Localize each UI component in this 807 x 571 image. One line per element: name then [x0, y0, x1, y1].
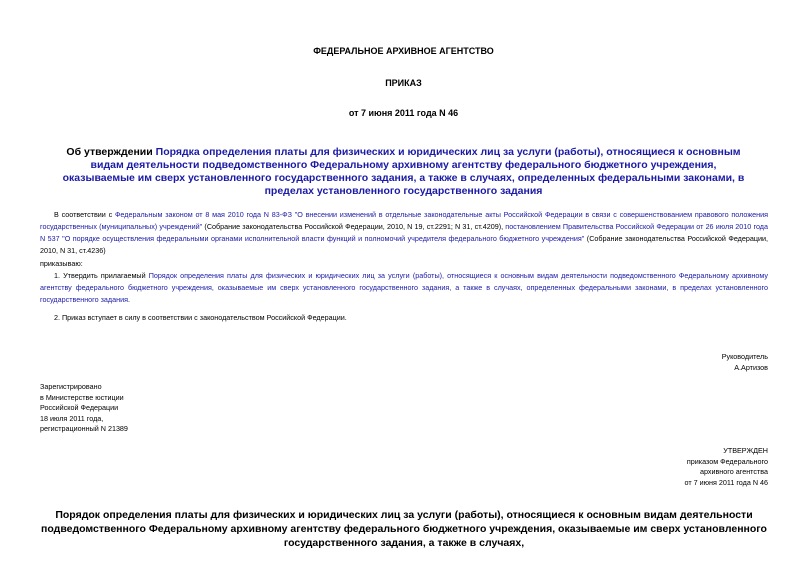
approval-line-4: от 7 июня 2011 года N 46	[684, 477, 768, 487]
document-date: от 7 июня 2011 года N 46	[348, 108, 459, 118]
approval-line-2: приказом Федерального	[686, 456, 768, 466]
title-link[interactable]: Порядка определения платы для физических и юридических лиц за услуги (работы), относящиеся к основным видам деятельности подведомственного Федеральному архивному агентству федерального бюджетного учреждения, оказываемые им сверх установленного государственного задания, а также в случаях, определенных федеральными законами, в пределах установленного государственного задания	[62, 146, 745, 197]
approval-stamp	[560, 446, 768, 488]
preamble-paragraph	[40, 209, 768, 257]
approval-line-1: УТВЕРЖДЕН	[723, 446, 768, 455]
registration-line-1: Зарегистрировано	[40, 382, 102, 391]
registration-line-4: 18 июля 2011 года,	[40, 413, 104, 423]
signature-name: А.Артизов	[734, 362, 768, 372]
document-type: ПРИКАЗ	[385, 78, 422, 88]
signature-position: Руководитель	[721, 352, 768, 361]
registration-block	[40, 382, 240, 435]
approval-line-3: архивного агентства	[699, 467, 768, 476]
title-prefix: Об утверждении	[66, 146, 156, 158]
annex-title: Порядок определения платы для физических и юридических лиц за услуги (работы), относящиеся к основным видам деятельности подведомственного Федеральному архивному агентству федерального бюджетного учреждения, оказываемые им сверх установленного государственного задания, а также в случаях,	[41, 509, 767, 549]
item-1-prefix: 1. Утвердить прилагаемый	[54, 271, 149, 280]
signature-block	[560, 352, 768, 373]
federal-law-link[interactable]: Федеральным законом от 8 мая 2010 года N 83-ФЗ "О внесении изменений в отдельные законодательные акты Российской Федерации в связи с совершенствованием правового положения государственных (муниципальных) учреждений"	[40, 210, 769, 231]
document-title	[55, 146, 752, 198]
preamble-text-1: В соответствии с	[54, 210, 115, 219]
preamble-text-2: (Собрание законодательства Российской Федерации, 2010, N 19, ст.2291; N 31, ст.4209),	[202, 222, 506, 231]
procedure-link[interactable]: Порядок определения платы для физических и юридических лиц за услуги (работы), относящиеся к основным видам деятельности подведомственного Федеральному архивному агентству федерального бюджетного учреждения, оказываемые им сверх установленного государственного задания, а также в случаях, определенных федеральными законами, в пределах установленного государственного задания	[40, 271, 768, 304]
preamble-text-3: (Собрание законодательства Российской Федерации, 2010, N 31, ст.4236)	[40, 234, 768, 255]
item-2-paragraph: 2. Приказ вступает в силу в соответствии с законодательством Российской Федерации.	[54, 313, 347, 322]
registration-line-3: Российской Федерации	[40, 403, 119, 412]
registration-line-5: регистрационный N 21389	[40, 424, 128, 433]
item-1-paragraph	[40, 270, 768, 306]
registration-line-2: в Министерстве юстиции	[40, 392, 124, 402]
item-1-suffix: .	[127, 295, 130, 304]
agency-heading: ФЕДЕРАЛЬНОЕ АРХИВНОЕ АГЕНТСТВО	[313, 46, 494, 56]
order-word: приказываю:	[40, 259, 83, 268]
government-decree-link[interactable]: постановлением Правительства Российской Федерации от 26 июля 2010 года N 537 "О порядке осуществления федеральными органами исполнительной власти функций и полномочий учредителя федерального бюджетного учреждения"	[40, 222, 768, 243]
